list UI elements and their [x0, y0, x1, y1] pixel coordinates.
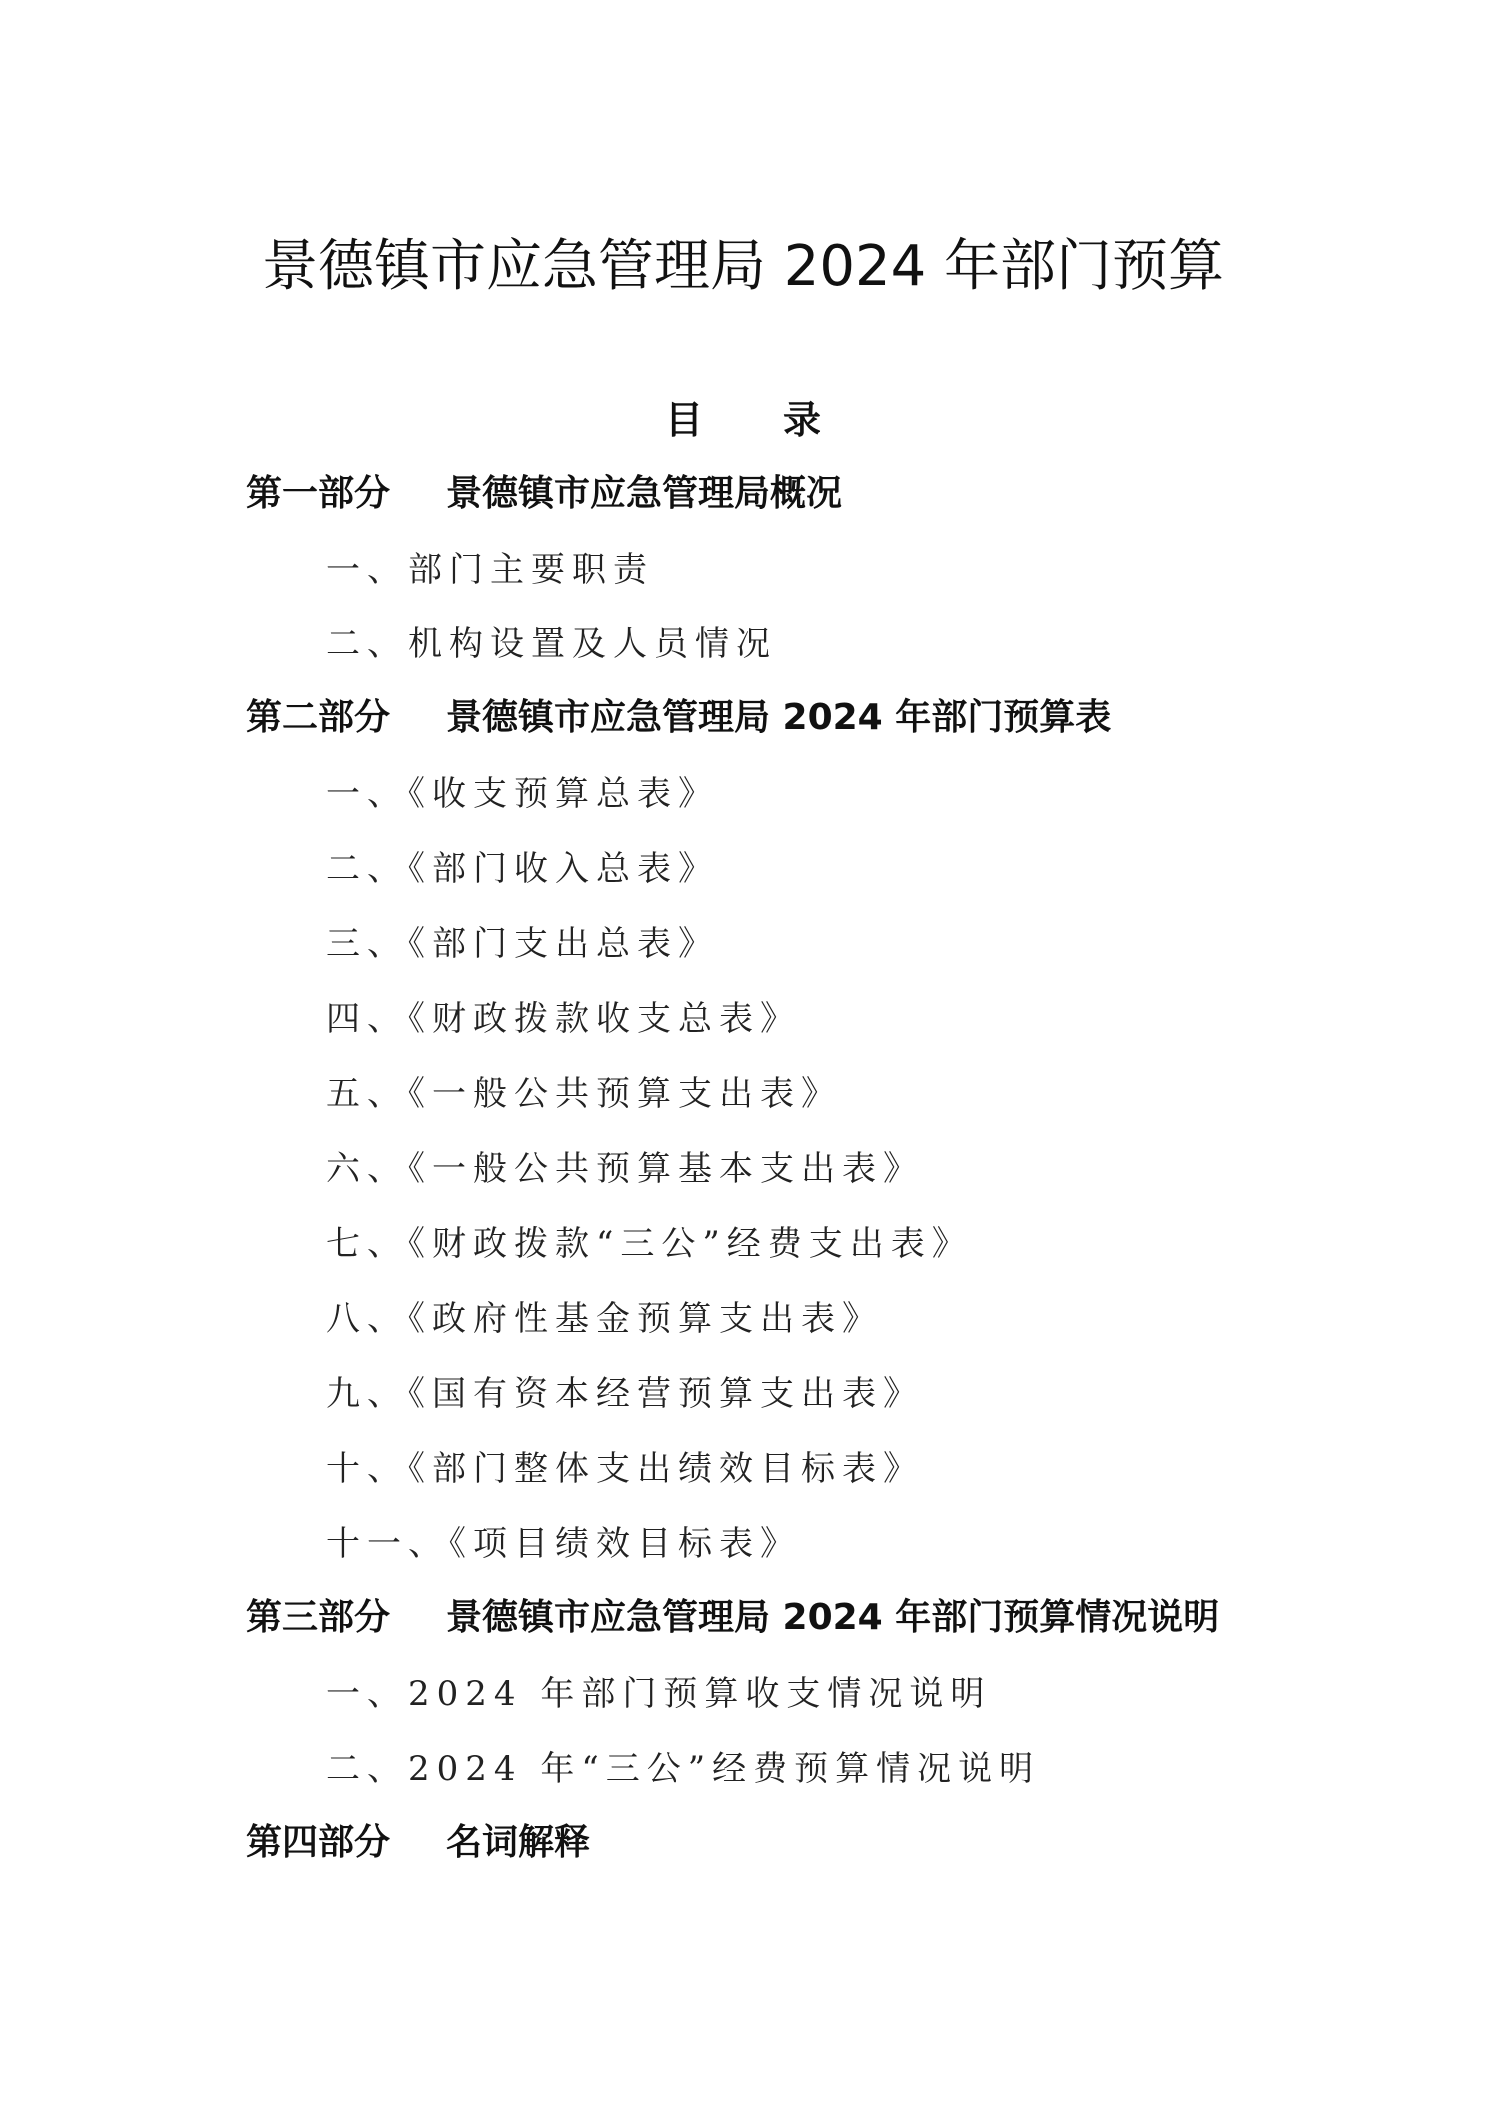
toc-part-title: 景德镇市应急管理局概况	[446, 473, 843, 514]
toc-part-4[interactable]	[246, 1819, 590, 1867]
toc-item[interactable]: 三、《部门支出总表》	[326, 924, 719, 964]
toc-item[interactable]: 六、《一般公共预算基本支出表》	[326, 1149, 924, 1189]
toc-item[interactable]: 四、《财政拨款收支总表》	[326, 999, 801, 1039]
toc-part-title: 名词解释	[446, 1822, 591, 1863]
toc-part-3[interactable]	[246, 1594, 1219, 1642]
document-title: 景德镇市应急管理局 2024 年部门预算	[261, 234, 1225, 299]
toc-item[interactable]: 十一、《项目绩效目标表》	[326, 1524, 801, 1564]
toc-item[interactable]: 一、2024 年部门预算收支情况说明	[326, 1674, 992, 1714]
toc-item[interactable]: 五、《一般公共预算支出表》	[326, 1074, 842, 1114]
toc-heading: 目录	[664, 398, 901, 442]
toc-part-number: 第四部分	[246, 1822, 391, 1863]
toc-part-2[interactable]	[246, 694, 1111, 742]
toc-part-1[interactable]	[246, 470, 842, 518]
toc-part-title: 景德镇市应急管理局 2024 年部门预算情况说明	[446, 1597, 1220, 1638]
toc-item[interactable]: 二、《部门收入总表》	[326, 849, 719, 889]
toc-item[interactable]: 八、《政府性基金预算支出表》	[326, 1299, 883, 1339]
toc-item[interactable]: 二、机构设置及人员情况	[326, 624, 777, 664]
toc-item[interactable]: 一、《收支预算总表》	[326, 774, 719, 814]
toc-part-number: 第二部分	[246, 697, 391, 738]
toc-item[interactable]: 十、《部门整体支出绩效目标表》	[326, 1449, 924, 1489]
toc-part-number: 第一部分	[246, 473, 391, 514]
toc-item[interactable]: 七、《财政拨款“三公”经费支出表》	[326, 1224, 973, 1264]
toc-item[interactable]: 九、《国有资本经营预算支出表》	[326, 1374, 924, 1414]
toc-part-number: 第三部分	[246, 1597, 391, 1638]
toc-item[interactable]: 一、部门主要职责	[326, 550, 654, 590]
toc-part-title: 景德镇市应急管理局 2024 年部门预算表	[446, 697, 1112, 738]
toc-item[interactable]: 二、2024 年“三公”经费预算情况说明	[326, 1749, 1041, 1789]
